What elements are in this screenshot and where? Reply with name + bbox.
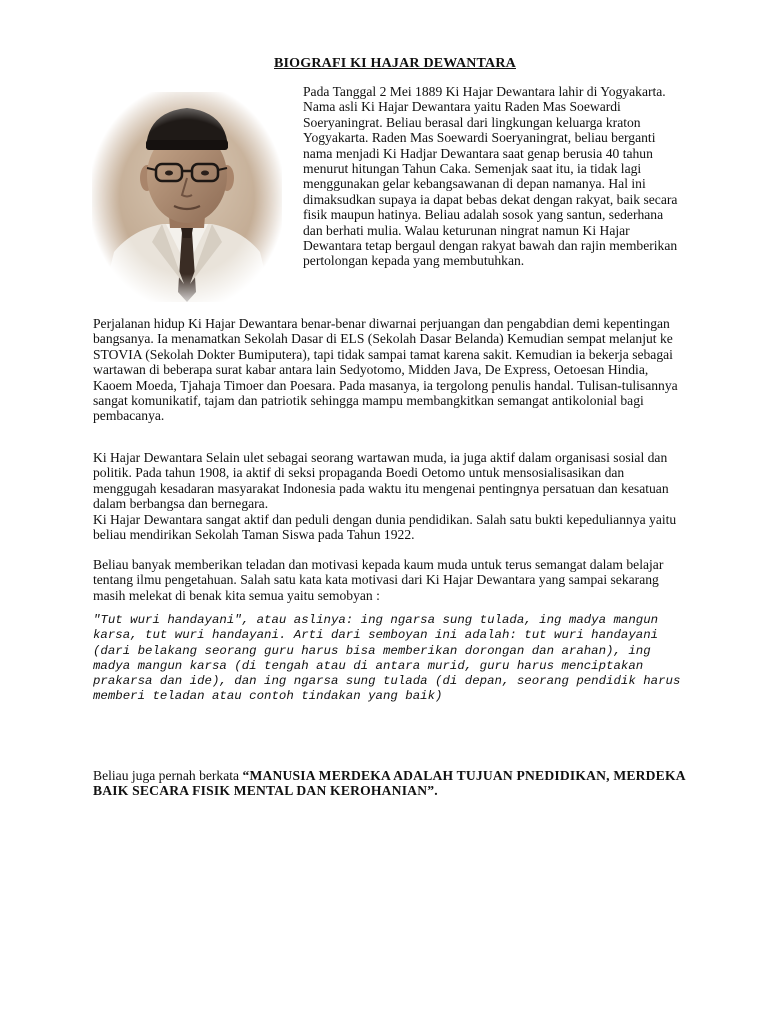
body-paragraph-organization [93, 450, 683, 542]
portrait-photo [92, 92, 282, 302]
document-title: BIOGRAFI KI HAJAR DEWANTARA [274, 56, 516, 71]
motto-quote: "Tut wuri handayani", atau aslinya: ing ngarsa sung tulada, ing madya mangun karsa, tut wuri handayani. Arti dari semboyan ini adalah: tut wuri handayani (dari belakang seorang guru harus bisa memberikan dorongan dan arahan), ing madya mangun karsa (di tengah atau di antara murid, guru harus menciptakan prakarsa dan ide), dan ing ngarsa sung tulada (di depan, seorang pendidik harus memberi teladan atau contoh tindakan yang baik) [93, 613, 681, 704]
intro-paragraph: Pada Tanggal 2 Mei 1889 Ki Hajar Dewantara lahir di Yogyakarta. Nama asli Ki Hajar Dewantara yaitu Raden Mas Soewardi Soeryaningrat. Beliau berasal dari lingkungan keluarga kraton Yogyakarta. Raden Mas Soewardi Soeryaningrat, beliau berganti nama menjadi Ki Hadjar Dewantara saat genap berusia 40 tahun menurut hitungan Tahun Caka. Semenjak saat itu, ia tidak lagi menggunakan gelar kebangsawanan di depan namanya. Hal ini dimaksudkan supaya ia dapat bebas dekat dengan rakyat, baik secara fisik maupun hatinya. Beliau adalah sosok yang santun, sederhana dan berhati mulia. Walau keturunan ningrat namun Ki Hajar Dewantara tetap bergaul dengan rakyat bawah dan rajin memberikan pertolongan kepada yang membutuhkan. [303, 84, 678, 269]
closing-quote-bold: “MANUSIA MERDEKA ADALAH TUJUAN PNEDIDIKAN, MERDEKA BAIK SECARA FISIK MENTAL DAN KEROHANIAN”. [93, 768, 685, 799]
paragraph-organization-text: Ki Hajar Dewantara Selain ulet sebagai seorang wartawan muda, ia juga aktif dalam organisasi sosial dan politik. Pada tahun 1908, ia aktif di seksi propaganda Boedi Oetomo untuk mensosialisasikan dan menggugah kesadaran masyarakat Indonesia pada waktu itu mengenai pentingnya persatuan dan kesatuan dalam berbangsa dan bernegara. [93, 450, 669, 512]
closing-lead-text: Beliau juga pernah berkata [93, 768, 243, 783]
closing-paragraph [93, 768, 693, 799]
body-paragraph-motivation: Beliau banyak memberikan teladan dan motivasi kepada kaum muda untuk terus semangat dalam belajar tentang ilmu pengetahuan. Salah satu kata kata motivasi dari Ki Hajar Dewantara yang sampai sekarang masih melekat di benak kita semua yaitu semobyan : [93, 557, 664, 603]
paragraph-taman-siswa-text: Ki Hajar Dewantara sangat aktif dan peduli dengan dunia pendidikan. Salah satu bukti kepeduliannya yaitu beliau mendirikan Sekolah Taman Siswa pada Tahun 1922. [93, 511, 677, 543]
body-paragraph-education-career: Perjalanan hidup Ki Hajar Dewantara benar-benar diwarnai perjuangan dan pengabdian demi kepentingan bangsanya. Ia menamatkan Sekolah Dasar di ELS (Sekolah Dasar Belanda) Kemudian sempat melanjut ke STOVIA (Sekolah Dokter Bumiputera), tapi tidak sampai tamat karena sakit. Kemudian ia bekerja sebagai wartawan di beberapa surat kabar antara lain Sedyotomo, Midden Java, De Express, Oetoesan Hindia, Kaoem Moeda, Tjahaja Timoer dan Poesara. Pada masanya, ia tergolong penulis handal. Tulisan-tulisannya sangat komunikatif, tajam dan patriotik sehingga mampu membangkitkan semangat antikolonial bagi pembacanya. [93, 316, 678, 424]
